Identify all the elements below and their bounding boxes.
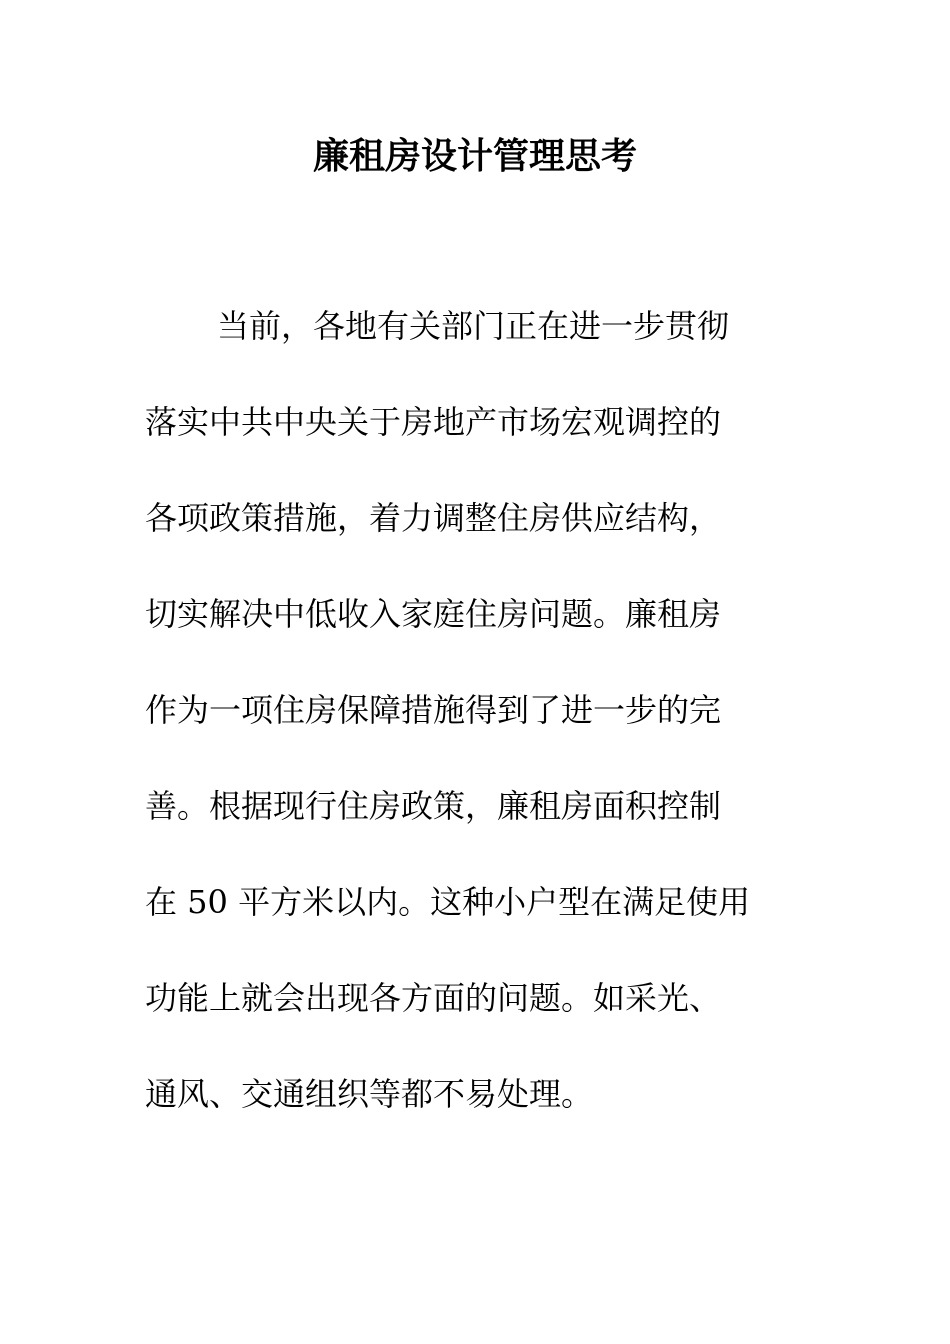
body-line-7: 在 50 平方米以内。这种小户型在满足使用 xyxy=(145,883,751,921)
document-title: 廉租房设计管理思考 xyxy=(312,135,637,177)
body-line-6: 善。根据现行住房政策，廉租房面积控制 xyxy=(145,787,722,825)
body-line-1: 当前，各地有关部门正在进一步贯彻 xyxy=(217,307,730,345)
body-paragraph xyxy=(145,298,805,1162)
body-line-8: 功能上就会出现各方面的问题。如采光、 xyxy=(145,979,722,1017)
body-line-9: 通风、交通组织等都不易处理。 xyxy=(145,1075,594,1113)
body-line-5: 作为一项住房保障措施得到了进一步的完 xyxy=(145,691,722,729)
body-line-2: 落实中共中央关于房地产市场宏观调控的 xyxy=(145,403,722,441)
body-line-4: 切实解决中低收入家庭住房问题。廉租房 xyxy=(145,595,722,633)
body-line-3: 各项政策措施，着力调整住房供应结构， xyxy=(145,499,722,537)
